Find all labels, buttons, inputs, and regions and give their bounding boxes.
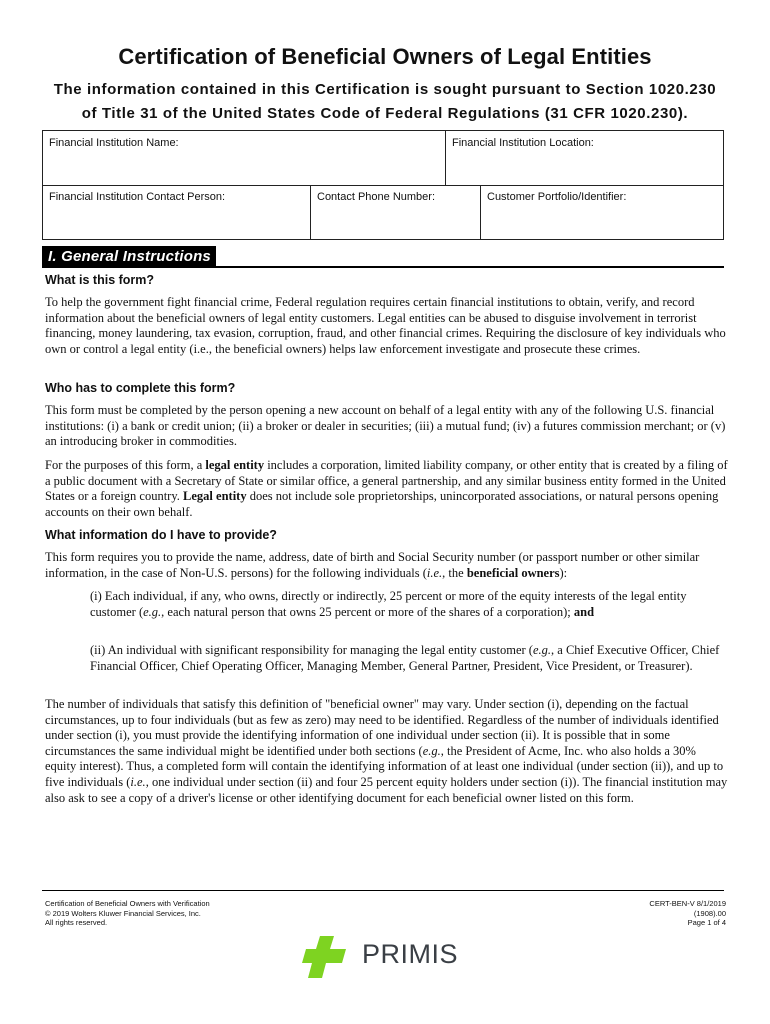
page-subtitle (40, 78, 730, 126)
question-heading-info: What information do I have to provide? (45, 528, 277, 542)
contact-phone-field[interactable] (311, 185, 481, 239)
institution-info-grid (42, 130, 724, 240)
logo-text: PRIMIS (362, 939, 459, 969)
footer-copyright (45, 899, 210, 928)
footer-copyright-line: © 2019 Wolters Kluwer Financial Services, Inc. (45, 908, 201, 918)
footer-form-name: Certification of Beneficial Owners with Verification (45, 899, 210, 908)
term-legal-entity-2: Legal entity (183, 489, 247, 504)
contact-person-field[interactable] (43, 185, 311, 239)
institution-name-label: Financial Institution Name: (49, 137, 179, 149)
footer-page-number: Page 1 of 4 (687, 918, 726, 927)
list-item-section-ii: (ii) An individual with significant responsibility for managing the legal entity customer (e.g., a Chief Executive Officer, Chief Financial Officer, Chief Operating Officer, Managing Member, General Partner, President, Vice President, or Treasurer). (90, 643, 720, 673)
primis-mark-icon (300, 934, 360, 980)
paragraph-info: This form requires you to provide the name, address, date of birth and Social Security number (or passport number or other similar information, in the case of Non-U.S. persons) for the following individuals (i.e., the beneficial owners): (45, 550, 700, 580)
paragraph-legal-entity: For the purposes of this form, a legal entity includes a corporation, limited liability company, or other entity that is created by a filing of a public document with a Secretary of State or similar office, a general partnership, and any similar business entity formed in the United States or a foreign country. Legal entity does not include sole proprietorships, unincorporated associations, or natural persons opening accounts on their own behalf. (45, 458, 728, 519)
subtitle-line-2: of Title 31 of the United States Code of Federal Regulations (31 CFR 1020.230). (81, 105, 689, 122)
contact-person-label: Financial Institution Contact Person: (49, 191, 226, 203)
question-heading-what: What is this form? (45, 273, 155, 287)
footer-form-info (560, 899, 726, 928)
footer-rule (42, 890, 724, 891)
contact-phone-label: Contact Phone Number: (317, 191, 436, 203)
section-heading: I. General Instructions (42, 246, 216, 268)
primis-logo (300, 934, 500, 980)
question-heading-who: Who has to complete this form? (45, 381, 236, 395)
paragraph-what: To help the government fight financial crime, Federal regulation requires certain financial institutions to obtain, verify, and record information about the beneficial owners of legal entity customers. Legal entities can be abused to disguise involvement in terrorist financing, money laundering, tax evasion, corruption, fraud, and other financial crimes. Requiring the disclosure of key individuals who own or control a legal entity (i.e., the beneficial owners) helps law enforcement investigate and prosecute these crimes. (45, 295, 726, 356)
institution-location-label: Financial Institution Location: (452, 137, 594, 149)
term-legal-entity: legal entity (205, 458, 265, 472)
portfolio-identifier-field[interactable] (481, 185, 723, 239)
section-rule (42, 266, 724, 268)
page-title: Certification of Beneficial Owners of Legal Entities (118, 44, 652, 69)
footer-form-code: CERT-BEN-V 8/1/2019 (649, 899, 726, 908)
footer-rights: All rights reserved. (45, 918, 108, 927)
institution-name-field[interactable] (43, 131, 446, 185)
term-beneficial-owners: beneficial owners (466, 565, 560, 580)
subtitle-line-1: The information contained in this Certification is sought pursuant to Section 1020.230 (53, 81, 717, 98)
paragraph-who: This form must be completed by the person opening a new account on behalf of a legal entity with any of the following U.S. financial institutions: (i) a bank or credit union; (ii) a broker or dealer in securities; (iii) a mutual fund; (iv) a futures commission merchant; or (v) an introducing broker in commodities. (45, 403, 726, 449)
paragraph-count: The number of individuals that satisfy this definition of "beneficial owner" may vary. Under section (i), depending on the factual circumstances, up to four individuals (but as few as zero) may need to be identified. Regardless of the number of individuals identified under section (i), you must provide the identifying information of one individual under section (ii). It is possible that in some circumstances the same individual might be identified under both sections (e.g., the President of Acme, Inc. who also holds a 30% equity interest). Thus, a completed form will contain the identifying information of at least one individual (under section (ii)), and up to five individuals (i.e., one individual under section (ii) and four 25 percent equity holders under section (i)). The financial institution may also ask to see a copy of a driver's license or other identifying document for each beneficial owner listed on this form. (45, 697, 728, 805)
institution-location-field[interactable] (446, 131, 723, 185)
portfolio-identifier-label: Customer Portfolio/Identifier: (487, 191, 627, 203)
list-item-section-i: (i) Each individual, if any, who owns, directly or indirectly, 25 percent or more of the equity interests of the legal entity customer (e.g., each natural person that owns 25 percent or more of the shares of a corporation); and (90, 589, 687, 619)
footer-version: (1908).00 (693, 908, 726, 918)
